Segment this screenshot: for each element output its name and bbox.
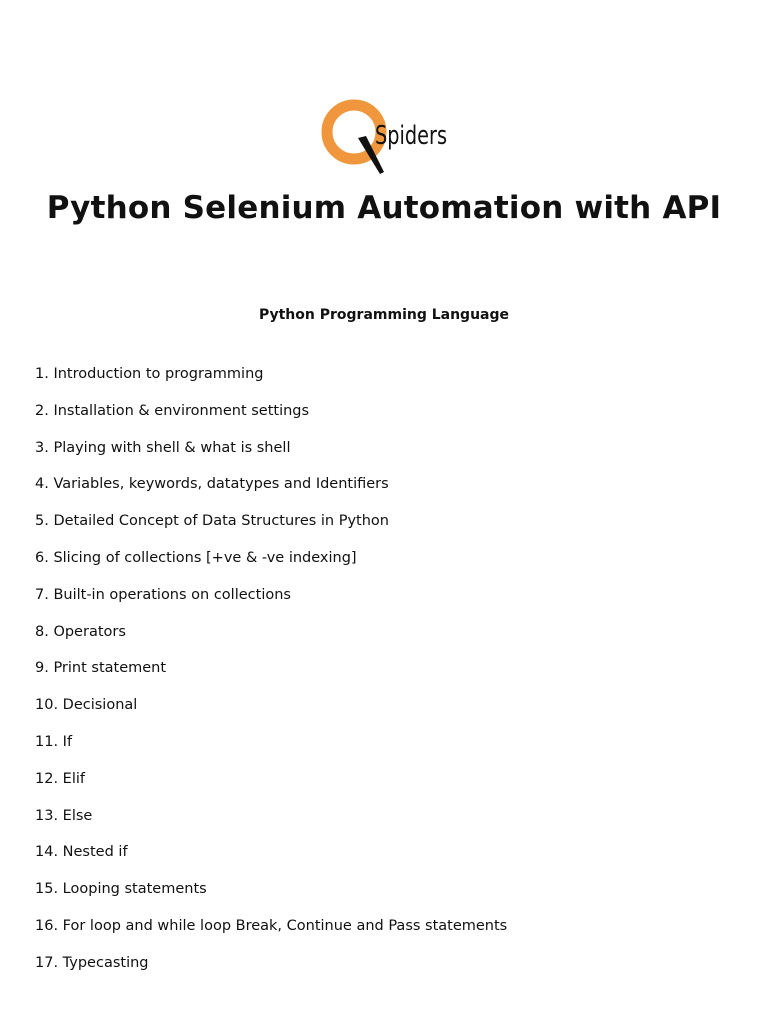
topic-item: 2. Installation & environment settings bbox=[35, 402, 310, 419]
topic-item: 4. Variables, keywords, datatypes and Identifiers bbox=[35, 476, 389, 493]
section-heading: Python Programming Language bbox=[258, 307, 510, 323]
topic-item: 8. Operators bbox=[35, 623, 126, 640]
topic-item: 3. Playing with shell & what is shell bbox=[35, 439, 291, 456]
qspiders-logo-icon bbox=[318, 98, 454, 178]
topic-item: 13. Else bbox=[35, 807, 93, 824]
topic-item: 5. Detailed Concept of Data Structures in Python bbox=[35, 513, 389, 530]
topic-item: 17. Typecasting bbox=[35, 954, 149, 971]
topic-item: 7. Built-in operations on collections bbox=[35, 586, 291, 603]
topic-item: 15. Looping statements bbox=[35, 881, 207, 898]
topic-list bbox=[35, 363, 507, 989]
topic-item: 16. For loop and while loop Break, Continue and Pass statements bbox=[35, 917, 508, 934]
topic-item: 1. Introduction to programming bbox=[35, 366, 264, 382]
topic-item: 12. Elif bbox=[35, 770, 85, 787]
topic-item: 10. Decisional bbox=[35, 697, 138, 714]
topic-item: 6. Slicing of collections [+ve & -ve indexing] bbox=[35, 549, 357, 566]
topic-item: 14. Nested if bbox=[35, 844, 128, 861]
logo-text: Spiders bbox=[375, 121, 447, 151]
qspiders-logo bbox=[318, 98, 454, 178]
document-title: Python Selenium Automation with API bbox=[46, 190, 722, 226]
topic-item: 9. Print statement bbox=[35, 660, 167, 677]
topic-item: 11. If bbox=[35, 733, 73, 750]
